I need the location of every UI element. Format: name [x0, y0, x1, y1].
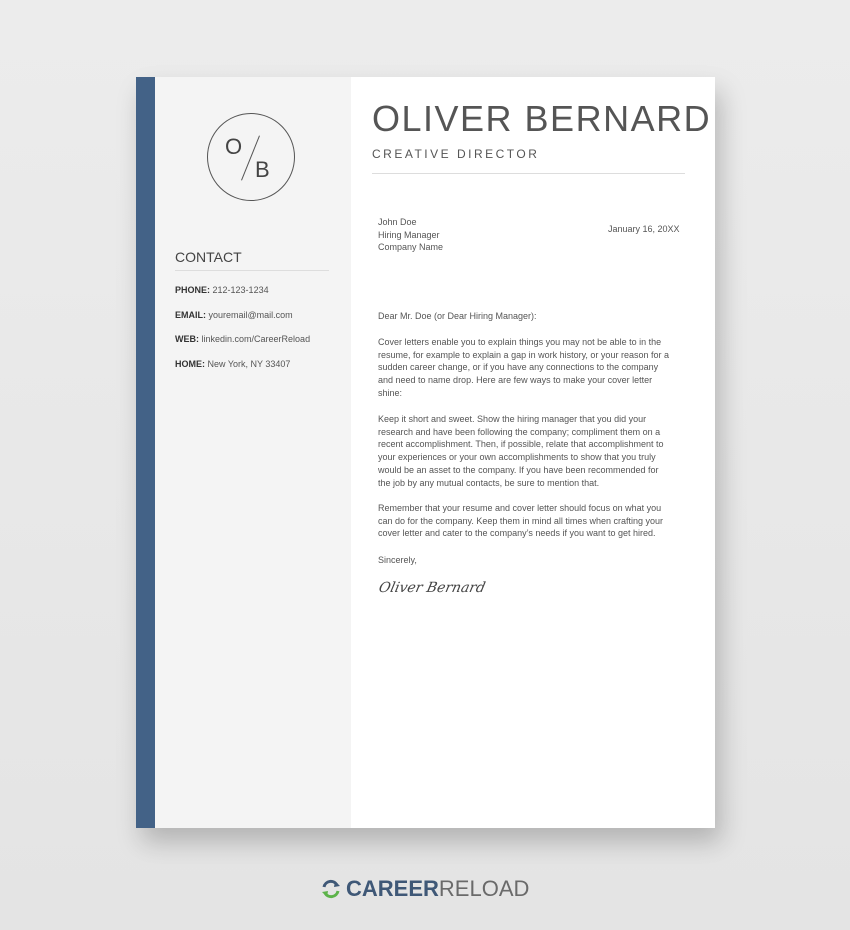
text-line: recent accomplishment. Then, if possible, relate that accomplishment to: [378, 439, 664, 450]
text-line: would be an asset to the company. If you have been recommended for: [378, 464, 659, 475]
contact-label: HOME:: [175, 359, 205, 369]
recipient-company: Company Name: [378, 242, 444, 253]
applicant-name: OLIVER BERNARD: [372, 98, 712, 139]
logo-text-career: CAREER: [346, 876, 439, 901]
text-line: Keep it short and sweet. Show the hiring manager that you did your: [378, 414, 647, 424]
recipient-name: John Doe: [378, 217, 417, 227]
text-line: and need to name drop. Here are few ways to make your cover letter: [378, 375, 653, 386]
contact-value: 212-123-1234: [212, 285, 269, 295]
contact-phone: [175, 285, 269, 295]
text-line: Cover letters enable you to explain things you may not be able to in the: [378, 337, 662, 347]
recipient-title: Hiring Manager: [378, 229, 440, 240]
divider: [175, 270, 329, 271]
recipient-block: [378, 216, 443, 254]
sidebar: [155, 77, 351, 828]
paragraph-1: [378, 336, 669, 400]
cover-letter-page: [136, 77, 715, 828]
contact-value: youremail@mail.com: [208, 310, 293, 320]
text-line: resume, for example to explain a gap in work history, or your reason for a: [378, 349, 669, 360]
text-line: the job by any mutual contacts, be sure to mention that.: [378, 477, 600, 488]
paragraph-2: [378, 413, 663, 489]
logo-text-reload: RELOAD: [438, 876, 530, 901]
contact-label: EMAIL:: [175, 310, 206, 320]
career-reload-logo: [320, 876, 529, 902]
text-line: Remember that your resume and cover letter should focus on what you: [378, 503, 662, 513]
text-line: research and have been following the company; compliment them on a: [378, 426, 661, 437]
contact-heading: CONTACT: [175, 249, 242, 265]
closing: Sincerely,: [378, 555, 417, 565]
contact-web: [175, 334, 310, 344]
contact-label: PHONE:: [175, 285, 211, 295]
reload-icon: [320, 878, 342, 900]
divider: [372, 173, 685, 174]
contact-home: [175, 359, 290, 369]
contact-email: [175, 310, 293, 320]
monogram: [207, 113, 295, 201]
accent-stripe: [136, 77, 155, 828]
text-line: can do for the company. Keep them in mind all times when crafting your: [378, 515, 663, 526]
contact-value: New York, NY 33407: [207, 359, 291, 369]
text-line: sudden career change, or if you have any connections to the company: [378, 362, 659, 373]
monogram-initial-top: O: [225, 134, 243, 159]
text-line: shine:: [378, 387, 403, 398]
paragraph-3: [378, 502, 663, 540]
text-line: your experiences or your own accomplishments to show that you truly: [378, 452, 656, 463]
monogram-initial-bottom: B: [255, 157, 270, 182]
applicant-title: CREATIVE DIRECTOR: [372, 147, 540, 161]
contact-value: linkedin.com/CareerReload: [201, 334, 311, 344]
letter-date: January 16, 20XX: [608, 224, 680, 234]
signature: Oliver Bernard: [377, 580, 487, 596]
salutation: Dear Mr. Doe (or Dear Hiring Manager):: [378, 311, 537, 321]
contact-label: WEB:: [175, 334, 199, 344]
text-line: cover letter and cater to the company’s needs if you want to get hired.: [378, 528, 656, 539]
